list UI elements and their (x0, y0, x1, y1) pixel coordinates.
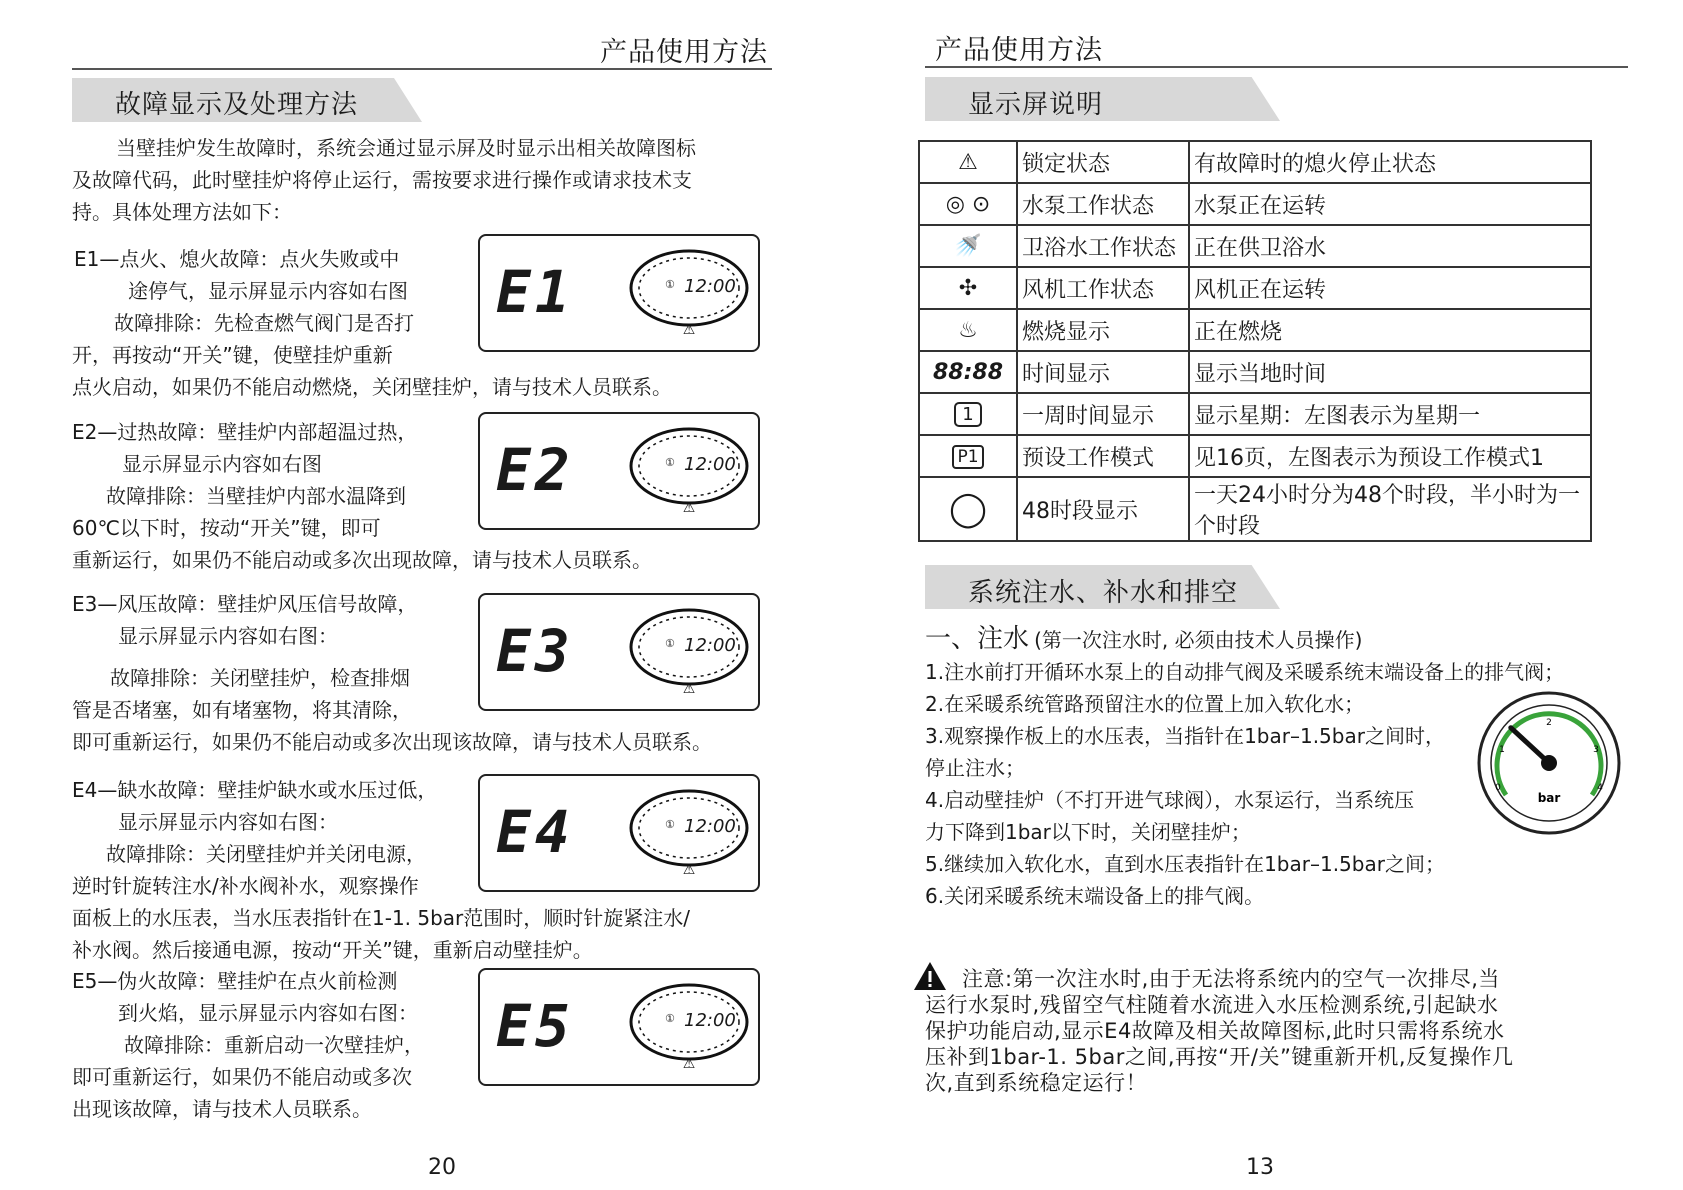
svg-text:⚠: ⚠ (682, 500, 696, 516)
fault-line: E3—风压故障：壁挂炉风压信号故障， (72, 592, 418, 616)
lcd-time: 12:00 (684, 816, 736, 837)
fault-line: 管是否堵塞，如有堵塞物，将其清除， (72, 698, 412, 722)
table-cell-desc: 显示星期：左图表示为星期一 (1189, 393, 1591, 435)
lcd-fault-code: E5 (496, 992, 574, 1060)
lcd-day: ① (665, 278, 675, 291)
svg-text:⚠: ⚠ (682, 1056, 696, 1072)
step-line: 1.注水前打开循环水泵上的自动排气阀及采暖系统末端设备上的排气阀； (925, 660, 1565, 684)
display-section-title: 显示屏说明 (968, 90, 1104, 120)
table-cell-name: 风机工作状态 (1017, 267, 1189, 309)
fault-line: E5—伪火故障：壁挂炉在点火前检测 (72, 969, 398, 993)
table-cell-name: 卫浴水工作状态 (1017, 225, 1189, 267)
fill-section-title: 系统注水、补水和排空 (968, 578, 1239, 608)
table-cell-desc: 有故障时的熄火停止状态 (1189, 141, 1591, 183)
fault-line: 显示屏显示内容如右图 (122, 452, 322, 476)
pump-icon: ◎ ⊙ (919, 183, 1017, 225)
fault-line: 显示屏显示内容如右图： (118, 624, 338, 648)
intro-line: 及故障代码，此时壁挂炉将停止运行，需按要求进行操作或请求技术支 (72, 168, 692, 192)
lcd-day: ① (665, 456, 675, 469)
table-row (919, 267, 1591, 309)
table-cell-name: 水泵工作状态 (1017, 183, 1189, 225)
fill-subtitle: 一、注水 (925, 624, 1030, 654)
fill-subheading (925, 618, 1362, 655)
step-line: 6.关闭采暖系统末端设备上的排气阀。 (925, 884, 1265, 908)
flame-icon: ♨ (919, 309, 1017, 351)
svg-text:⚠: ⚠ (682, 681, 696, 697)
fault-line: 故障排除：重新启动一次壁挂炉， (124, 1033, 424, 1057)
notice-line: 注意:第一次注水时,由于无法将系统内的空气一次排尽,当 (962, 967, 1500, 991)
fault-line: E2—过热故障：壁挂炉内部超温过热， (72, 420, 418, 444)
lcd-day: ① (665, 1012, 675, 1025)
shower-icon: 🚿 (919, 225, 1017, 267)
fault-line: 故障排除：关闭壁挂炉并关闭电源， (106, 842, 426, 866)
table-cell-desc: 正在供卫浴水 (1189, 225, 1591, 267)
time-digits-icon: 88:88 (919, 351, 1017, 393)
fault-line: 60℃以下时，按动“开关”键，即可 (72, 516, 381, 540)
fault-line: 显示屏显示内容如右图： (118, 810, 338, 834)
left-page-header: 产品使用方法 (600, 37, 768, 68)
table-row (919, 435, 1591, 477)
table-cell-desc: 见16页，左图表示为预设工作模式1 (1189, 435, 1591, 477)
lcd-fault-code: E3 (496, 617, 574, 685)
table-row (919, 477, 1591, 541)
gauge-tick: 2 (1546, 718, 1552, 728)
fault-intro (72, 132, 792, 228)
notice-block (925, 966, 1640, 1096)
step-line: 5.继续加入软化水，直到水压表指针在1bar–1.5bar之间； (925, 852, 1445, 876)
table-row (919, 393, 1591, 435)
fault-line: 到火焰，显示屏显示内容如右图： (118, 1001, 418, 1025)
step-line: 2.在采暖系统管路预留注水的位置上加入软化水； (925, 692, 1365, 716)
weekday-icon: 1 (954, 402, 981, 427)
svg-text:⚠: ⚠ (682, 862, 696, 878)
right-page-header: 产品使用方法 (935, 35, 1103, 66)
step-line: 停止注水； (925, 756, 1025, 780)
table-row (919, 225, 1591, 267)
lcd-fault-code: E2 (496, 436, 574, 504)
table-cell-name: 时间显示 (1017, 351, 1189, 393)
fault-line: 故障排除：关闭壁挂炉，检查排烟 (110, 666, 410, 690)
fault-line: 出现该故障，请与技术人员联系。 (72, 1097, 372, 1121)
table-cell-desc: 正在燃烧 (1189, 309, 1591, 351)
table-cell-name: 锁定状态 (1017, 141, 1189, 183)
fault-line: E4—缺水故障：壁挂炉缺水或水压过低， (72, 778, 438, 802)
lcd-day: ① (665, 637, 675, 650)
fault-line: 故障排除：当壁挂炉内部水温降到 (106, 484, 406, 508)
table-cell-desc: 水泵正在运转 (1189, 183, 1591, 225)
left-header-rule (72, 68, 772, 70)
pressure-gauge-icon (1476, 690, 1622, 836)
lcd-fault-code: E1 (496, 258, 574, 326)
display-legend-table (918, 140, 1592, 542)
fault-line: E1—点火、熄火故障：点火失败或中 (74, 247, 400, 271)
table-cell-name: 48时段显示 (1017, 477, 1189, 541)
time-ring-icon: ◯ (919, 477, 1017, 541)
svg-text:⚠: ⚠ (682, 322, 696, 338)
lcd-time: 12:00 (684, 635, 736, 656)
lcd-panel-e2 (478, 412, 760, 530)
lcd-panel-e1 (478, 234, 760, 352)
preset-mode-icon-cell (919, 435, 1017, 477)
fault-line: 即可重新运行，如果仍不能启动或多次出现该故障，请与技术人员联系。 (72, 730, 712, 754)
table-row (919, 141, 1591, 183)
fault-line: 途停气，显示屏显示内容如右图 (128, 279, 408, 303)
step-line: 3.观察操作板上的水压表，当指针在1bar–1.5bar之间时， (925, 724, 1445, 748)
step-line: 4.启动壁挂炉（不打开进气球阀），水泵运行，当系统压 (925, 788, 1415, 812)
fault-line: 故障排除：先检查燃气阀门是否打 (114, 311, 414, 335)
lcd-panel-e5 (478, 968, 760, 1086)
table-cell-name: 一周时间显示 (1017, 393, 1189, 435)
table-row (919, 183, 1591, 225)
intro-line: 当壁挂炉发生故障时，系统会通过显示屏及时显示出相关故障图标 (116, 136, 696, 160)
table-row (919, 351, 1591, 393)
fan-icon: ✣ (919, 267, 1017, 309)
table-cell-desc: 显示当地时间 (1189, 351, 1591, 393)
gauge-tick: 4 (1597, 783, 1603, 793)
fault-line: 补水阀。然后接通电源，按动“开关”键，重新启动壁挂炉。 (72, 938, 593, 962)
fault-line: 重新运行，如果仍不能启动或多次出现故障，请与技术人员联系。 (72, 548, 652, 572)
table-cell-desc: 风机正在运转 (1189, 267, 1591, 309)
table-cell-name: 预设工作模式 (1017, 435, 1189, 477)
table-row (919, 309, 1591, 351)
notice-line: 压补到1bar-1. 5bar之间,再按“开/关”键重新开机,反复操作几 (925, 1045, 1514, 1069)
right-page-number: 13 (1246, 1155, 1274, 1180)
step-line: 力下降到1bar以下时，关闭壁挂炉； (925, 820, 1251, 844)
gauge-tick: 0 (1495, 783, 1501, 793)
left-page-number: 20 (428, 1155, 456, 1180)
fault-line: 点火启动，如果仍不能启动燃烧，关闭壁挂炉，请与技术人员联系。 (72, 375, 672, 399)
lcd-day: ① (665, 818, 675, 831)
weekday-icon-cell (919, 393, 1017, 435)
fault-line: 逆时针旋转注水/补水阀补水，观察操作 (72, 874, 419, 898)
gauge-tick: 1 (1499, 745, 1505, 755)
lcd-panel-e4 (478, 774, 760, 892)
right-header-rule (925, 66, 1628, 68)
fault-line: 即可重新运行，如果仍不能启动或多次 (72, 1065, 412, 1089)
gauge-tick: 3 (1593, 745, 1599, 755)
intro-line: 持。具体处理方法如下： (72, 200, 292, 224)
table-cell-desc: 一天24小时分为48个时段，半小时为一个时段 (1189, 477, 1591, 541)
warning-icon: ⚠ (919, 141, 1017, 183)
fault-section-title: 故障显示及处理方法 (115, 90, 359, 120)
table-cell-name: 燃烧显示 (1017, 309, 1189, 351)
notice-line: 次,直到系统稳定运行！ (925, 1071, 1148, 1095)
fault-line: 开，再按动“开关”键，使壁挂炉重新 (72, 343, 393, 367)
notice-line: 保护功能启动,显示E4故障及相关故障图标,此时只需将系统水 (925, 1019, 1505, 1043)
notice-line: 运行水泵时,残留空气柱随着水流进入水压检测系统,引起缺水 (925, 993, 1499, 1017)
preset-mode-icon: P1 (952, 445, 983, 469)
lcd-time: 12:00 (684, 1010, 736, 1031)
fill-subtitle-note: (第一次注水时, 必须由技术人员操作) (1034, 628, 1363, 652)
lcd-panel-e3 (478, 593, 760, 711)
lcd-time: 12:00 (684, 454, 736, 475)
lcd-fault-code: E4 (496, 798, 574, 866)
fault-line: 面板上的水压表，当水压表指针在1-1. 5bar范围时，顺时针旋紧注水/ (72, 906, 691, 930)
gauge-unit: bar (1537, 791, 1561, 805)
lcd-time: 12:00 (684, 276, 736, 297)
